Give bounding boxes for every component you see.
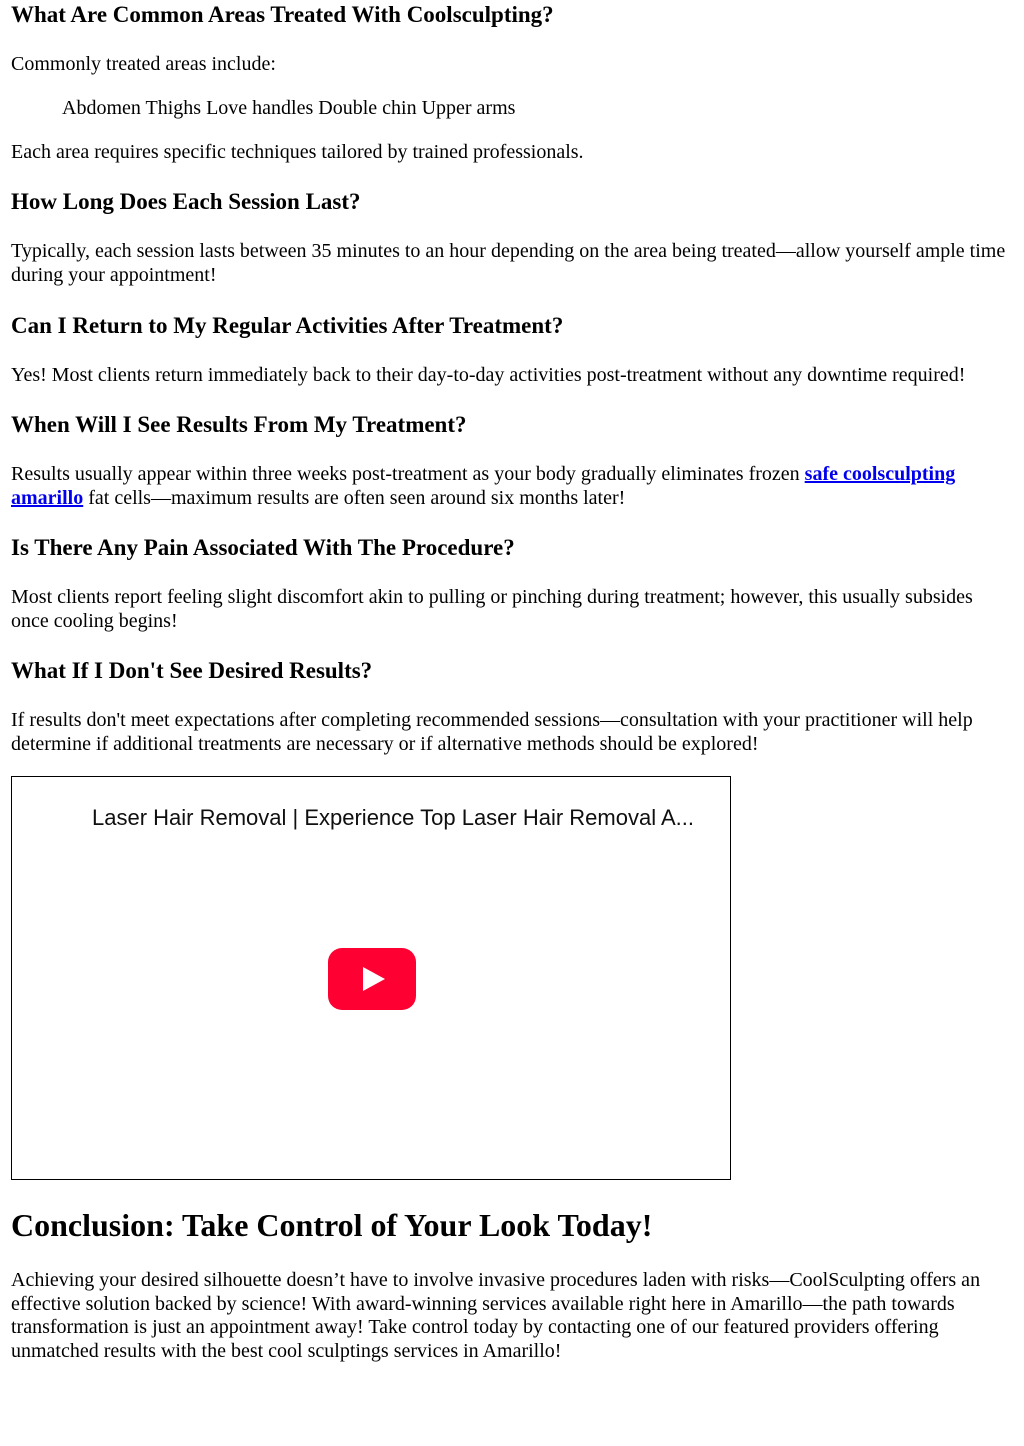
results-timing-body (11, 463, 1014, 510)
regular-activities-body: Yes! Most clients return immediately back to their day-to-day activities post-treatment without any downtime required! (11, 364, 966, 386)
common-areas-body: Each area requires specific techniques tailored by trained professionals. (11, 141, 584, 163)
conclusion-heading: Conclusion: Take Control of Your Look Today! (11, 1207, 653, 1243)
pain-body: Most clients report feeling slight discomfort akin to pulling or pinching during treatment; however, this usually subsides once cooling begins! (11, 586, 973, 632)
session-length-body: Typically, each session lasts between 35 minutes to an hour depending on the area being treated—allow yourself ample time during your appointment! (11, 240, 1006, 286)
youtube-play-icon[interactable] (328, 948, 416, 1010)
desired-results-body: If results don't meet expectations after completing recommended sessions—consultation with your practitioner will help determine if additional treatments are necessary or if alternative methods should be explored! (11, 709, 973, 755)
common-areas-list: Abdomen Thighs Love handles Double chin Upper arms (62, 97, 516, 119)
common-areas-intro: Commonly treated areas include: (11, 53, 276, 75)
heading-results-timing: When Will I See Results From My Treatment? (11, 412, 467, 437)
results-timing-text-before: Results usually appear within three weeks post-treatment as your body gradually eliminates frozen (11, 463, 805, 485)
heading-pain: Is There Any Pain Associated With The Procedure? (11, 535, 515, 560)
results-timing-text-after: fat cells—maximum results are often seen around six months later! (83, 486, 626, 509)
conclusion-body: Achieving your desired silhouette doesn’t have to involve invasive procedures laden with risks—CoolSculpting offers an effective solution backed by science! With award-winning services available right here in Amarillo—the path towards transformation is just an appointment away! Take control today by contacting one of our featured providers offering unmatched results with the best cool sculptings services in Amarillo! (11, 1269, 981, 1362)
heading-desired-results: What If I Don't See Desired Results? (11, 658, 373, 683)
safe-coolsculpting-link[interactable]: safe coolsculpting amarillo (11, 463, 956, 509)
video-title[interactable]: Laser Hair Removal | Experience Top Laser Hair Removal A... (92, 805, 695, 830)
heading-common-areas: What Are Common Areas Treated With Coolsculpting? (11, 2, 554, 27)
heading-session-length: How Long Does Each Session Last? (11, 189, 361, 214)
heading-regular-activities: Can I Return to My Regular Activities After Treatment? (11, 313, 564, 338)
video-embed[interactable] (11, 776, 731, 1180)
